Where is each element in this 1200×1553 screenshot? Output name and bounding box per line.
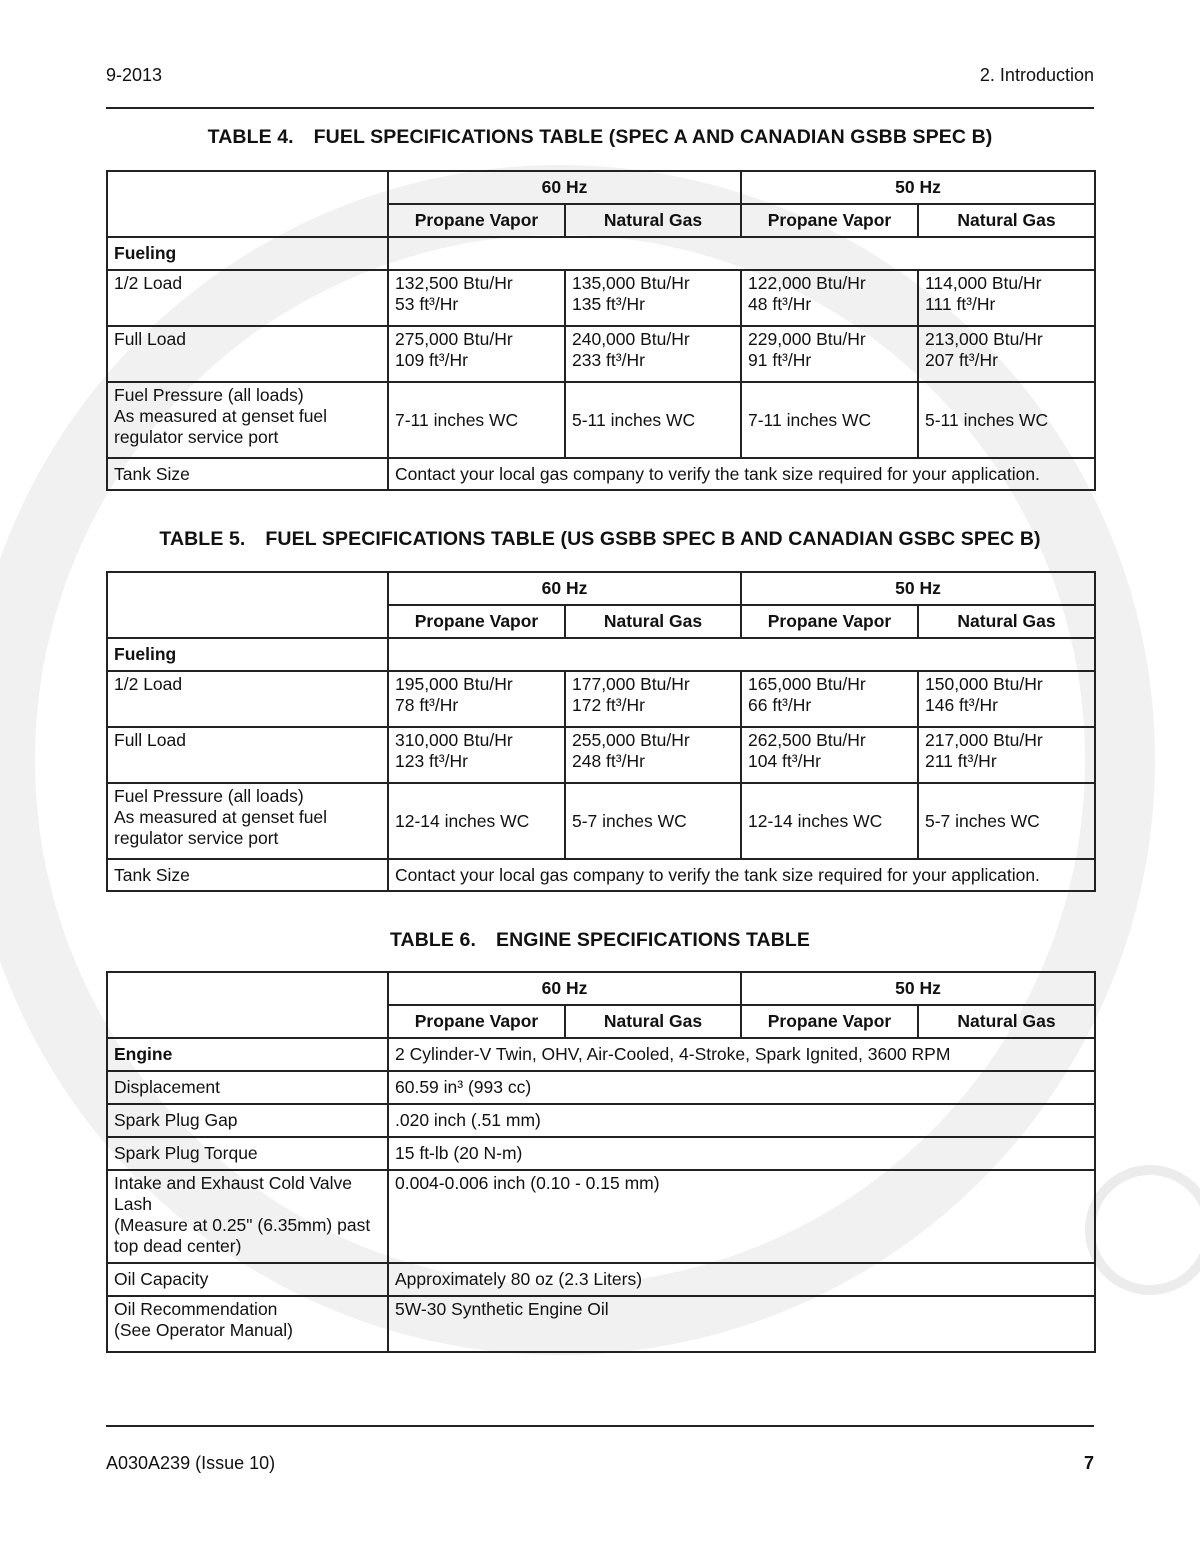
footer-rule (106, 1425, 1094, 1427)
table-cell: 217,000 Btu/Hr 211 ft³/Hr (918, 727, 1095, 783)
column-header: Natural Gas (918, 204, 1095, 237)
column-header: Propane Vapor (741, 1005, 918, 1038)
column-header: Propane Vapor (741, 605, 918, 638)
row-label: Intake and Exhaust Cold Valve Lash (Measure at 0.25" (6.35mm) past top dead center) (107, 1170, 388, 1263)
page-footer (106, 1448, 1094, 1474)
column-header: Natural Gas (565, 204, 741, 237)
table4-caption (106, 126, 1094, 149)
table5-60hz-header: 60 Hz (388, 572, 741, 605)
row-label: Oil Capacity (107, 1263, 388, 1296)
row-label: Tank Size (107, 859, 388, 891)
column-header: Propane Vapor (741, 204, 918, 237)
table6-60hz-header: 60 Hz (388, 972, 741, 1005)
table-cell: 229,000 Btu/Hr 91 ft³/Hr (741, 326, 918, 382)
table5-corner (107, 572, 388, 638)
table-cell: 12-14 inches WC (388, 783, 565, 859)
row-label: 1/2 Load (107, 270, 388, 326)
table-row (107, 1071, 1095, 1104)
table-cell: 240,000 Btu/Hr 233 ft³/Hr (565, 326, 741, 382)
table-cell: .020 inch (.51 mm) (388, 1104, 1095, 1137)
table-cell: 114,000 Btu/Hr 111 ft³/Hr (918, 270, 1095, 326)
table-cell: 165,000 Btu/Hr 66 ft³/Hr (741, 671, 918, 727)
table-cell: 5-11 inches WC (918, 382, 1095, 458)
table-cell: 15 ft-lb (20 N-m) (388, 1137, 1095, 1170)
table-row (107, 1263, 1095, 1296)
row-label: Full Load (107, 326, 388, 382)
table-row (107, 1104, 1095, 1137)
row-label: Spark Plug Torque (107, 1137, 388, 1170)
table6-corner (107, 972, 388, 1038)
table4-title: FUEL SPECIFICATIONS TABLE (SPEC A AND CANADIAN GSBB SPEC B) (313, 126, 993, 148)
table-cell: 7-11 inches WC (741, 382, 918, 458)
page-number: 7 (1083, 1453, 1094, 1473)
column-header: Propane Vapor (388, 1005, 565, 1038)
table-cell: 5-7 inches WC (918, 783, 1095, 859)
table-cell: 310,000 Btu/Hr 123 ft³/Hr (388, 727, 565, 783)
table-row (107, 458, 1095, 490)
row-label: Fuel Pressure (all loads) As measured at genset fuel regulator service port (107, 783, 388, 859)
table6-number: TABLE 6. (389, 929, 477, 951)
table-cell: 275,000 Btu/Hr 109 ft³/Hr (388, 326, 565, 382)
table-cell: 5W-30 Synthetic Engine Oil (388, 1296, 1095, 1352)
table-cell: Contact your local gas company to verify the tank size required for your application. (388, 859, 1095, 891)
row-label: Fuel Pressure (all loads) As measured at genset fuel regulator service port (107, 382, 388, 458)
table6-caption (106, 929, 1094, 952)
header-date: 9-2013 (106, 65, 163, 85)
table5-50hz-header: 50 Hz (741, 572, 1095, 605)
page-header (106, 60, 1094, 86)
document-number: A030A239 (Issue 10) (106, 1453, 276, 1473)
table-cell: 135,000 Btu/Hr 135 ft³/Hr (565, 270, 741, 326)
table-cell: 12-14 inches WC (741, 783, 918, 859)
table-row (107, 727, 1095, 783)
column-header: Propane Vapor (388, 204, 565, 237)
table6-title: ENGINE SPECIFICATIONS TABLE (496, 929, 811, 951)
table-row (107, 783, 1095, 859)
table-cell: 2 Cylinder-V Twin, OHV, Air-Cooled, 4-Stroke, Spark Ignited, 3600 RPM (388, 1038, 1095, 1071)
table-cell: 195,000 Btu/Hr 78 ft³/Hr (388, 671, 565, 727)
row-label: Displacement (107, 1071, 388, 1104)
header-rule (106, 107, 1094, 109)
table-cell: 150,000 Btu/Hr 146 ft³/Hr (918, 671, 1095, 727)
column-header: Natural Gas (918, 605, 1095, 638)
table4-number: TABLE 4. (207, 126, 294, 148)
table-row (107, 382, 1095, 458)
table-cell: 262,500 Btu/Hr 104 ft³/Hr (741, 727, 918, 783)
table6 (106, 971, 1096, 1353)
table-row (107, 1170, 1095, 1263)
fueling-label: Fueling (107, 237, 388, 270)
table-row (107, 1137, 1095, 1170)
table-row (107, 1038, 1095, 1071)
column-header: Natural Gas (918, 1005, 1095, 1038)
empty-cell (388, 638, 1095, 671)
table-cell: 0.004-0.006 inch (0.10 - 0.15 mm) (388, 1170, 1095, 1263)
table4-50hz-header: 50 Hz (741, 171, 1095, 204)
row-label: Spark Plug Gap (107, 1104, 388, 1137)
table-row (107, 1296, 1095, 1352)
row-label: Engine (107, 1038, 388, 1071)
fueling-label: Fueling (107, 638, 388, 671)
table5-number: TABLE 5. (159, 528, 246, 550)
table5 (106, 571, 1096, 892)
table5-caption (106, 528, 1094, 551)
column-header: Propane Vapor (388, 605, 565, 638)
table-cell: 177,000 Btu/Hr 172 ft³/Hr (565, 671, 741, 727)
column-header: Natural Gas (565, 605, 741, 638)
table-cell: 5-11 inches WC (565, 382, 741, 458)
table-row (107, 326, 1095, 382)
table4-corner (107, 171, 388, 237)
column-header: Natural Gas (565, 1005, 741, 1038)
table-cell: 255,000 Btu/Hr 248 ft³/Hr (565, 727, 741, 783)
table-cell: 7-11 inches WC (388, 382, 565, 458)
table-cell: 132,500 Btu/Hr 53 ft³/Hr (388, 270, 565, 326)
table-cell: Contact your local gas company to verify the tank size required for your application. (388, 458, 1095, 490)
empty-cell (388, 237, 1095, 270)
table4 (106, 170, 1096, 491)
row-label: Full Load (107, 727, 388, 783)
table-cell: 122,000 Btu/Hr 48 ft³/Hr (741, 270, 918, 326)
table-cell: 213,000 Btu/Hr 207 ft³/Hr (918, 326, 1095, 382)
row-label: Tank Size (107, 458, 388, 490)
header-section: 2. Introduction (979, 65, 1094, 85)
row-label: Oil Recommendation (See Operator Manual) (107, 1296, 388, 1352)
table-cell: 5-7 inches WC (565, 783, 741, 859)
table-row (107, 859, 1095, 891)
table4-60hz-header: 60 Hz (388, 171, 741, 204)
table-cell: 60.59 in³ (993 cc) (388, 1071, 1095, 1104)
row-label: 1/2 Load (107, 671, 388, 727)
table-row (107, 671, 1095, 727)
table6-50hz-header: 50 Hz (741, 972, 1095, 1005)
table-row (107, 270, 1095, 326)
table5-title: FUEL SPECIFICATIONS TABLE (US GSBB SPEC B AND CANADIAN GSBC SPEC B) (265, 528, 1041, 550)
table-cell: Approximately 80 oz (2.3 Liters) (388, 1263, 1095, 1296)
